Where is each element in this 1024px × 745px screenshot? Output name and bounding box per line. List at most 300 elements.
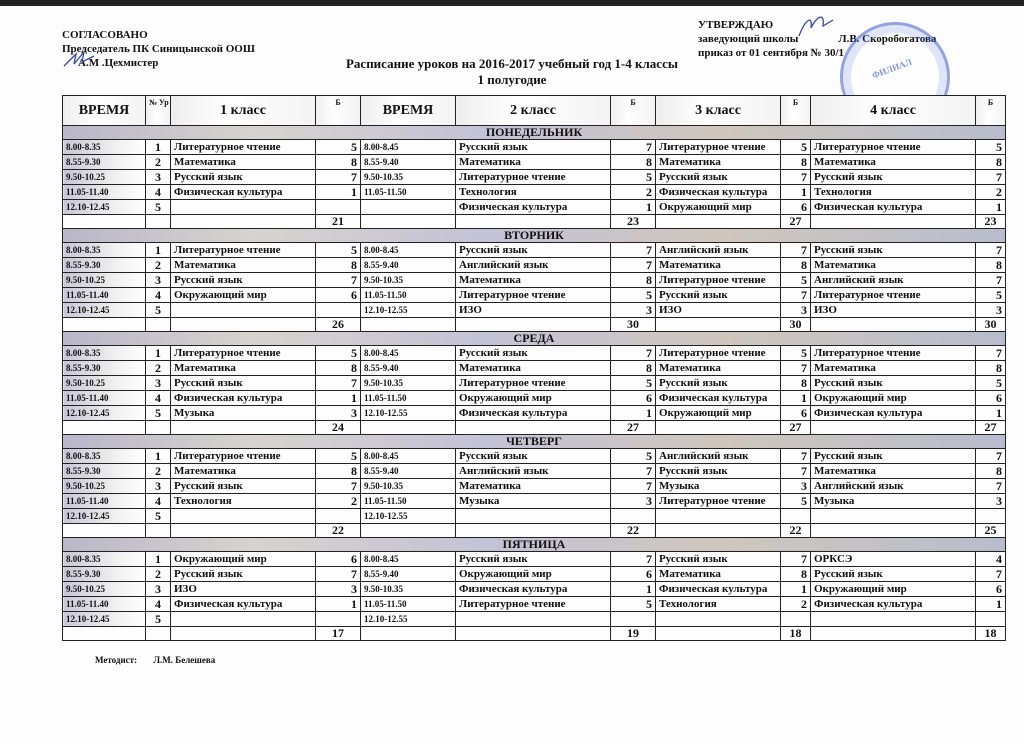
class-4-subject: Математика bbox=[811, 155, 976, 170]
empty-cell bbox=[146, 421, 171, 435]
class-3-points: 7 bbox=[781, 552, 811, 567]
lesson-row bbox=[63, 361, 1006, 376]
class-3-subject: Русский язык bbox=[656, 464, 781, 479]
empty-cell bbox=[63, 215, 146, 229]
col-class-1: 1 класс bbox=[171, 96, 316, 126]
agreed-position: Председатель ПК Синицынской ООШ bbox=[62, 43, 255, 55]
empty-cell bbox=[171, 318, 316, 332]
time-2: 9.50-10.35 bbox=[361, 376, 456, 391]
class-3-points: 3 bbox=[781, 479, 811, 494]
class-3-subject: Физическая культура bbox=[656, 582, 781, 597]
lesson-row bbox=[63, 376, 1006, 391]
col-points-2: Б bbox=[611, 96, 656, 126]
class-3-subject bbox=[656, 612, 781, 627]
class-3-subject: Физическая культура bbox=[656, 185, 781, 200]
class-3-points: 3 bbox=[781, 303, 811, 318]
class-3-points: 8 bbox=[781, 567, 811, 582]
lesson-row bbox=[63, 273, 1006, 288]
class-1-subject: Русский язык bbox=[171, 170, 316, 185]
class-4-points: 3 bbox=[976, 494, 1006, 509]
empty-cell bbox=[63, 627, 146, 641]
class-4-points: 1 bbox=[976, 200, 1006, 215]
class-1-subject: Окружающий мир bbox=[171, 552, 316, 567]
lesson-number: 3 bbox=[146, 479, 171, 494]
class-1-subject: Литературное чтение bbox=[171, 140, 316, 155]
time-2: 11.05-11.50 bbox=[361, 288, 456, 303]
time-1: 9.50-10.25 bbox=[63, 170, 146, 185]
lesson-row bbox=[63, 288, 1006, 303]
class-1-subject: Русский язык bbox=[171, 479, 316, 494]
class-1-points: 7 bbox=[316, 170, 361, 185]
class-2-subject: Английский язык bbox=[456, 464, 611, 479]
day-name: ПЯТНИЦА bbox=[63, 538, 1006, 552]
points-total: 22 bbox=[781, 524, 811, 538]
lesson-number: 2 bbox=[146, 258, 171, 273]
class-3-subject: Математика bbox=[656, 258, 781, 273]
day-name: ПОНЕДЕЛЬНИК bbox=[63, 126, 1006, 140]
class-3-subject: Литературное чтение bbox=[656, 494, 781, 509]
class-2-subject: Окружающий мир bbox=[456, 391, 611, 406]
points-total: 17 bbox=[316, 627, 361, 641]
class-1-points: 7 bbox=[316, 273, 361, 288]
class-2-points: 5 bbox=[611, 376, 656, 391]
time-1: 11.05-11.40 bbox=[63, 494, 146, 509]
class-2-points: 5 bbox=[611, 449, 656, 464]
lesson-number: 5 bbox=[146, 406, 171, 421]
time-1: 12.10-12.45 bbox=[63, 509, 146, 524]
time-2: 11.05-11.50 bbox=[361, 494, 456, 509]
time-2: 11.05-11.50 bbox=[361, 185, 456, 200]
class-1-points: 6 bbox=[316, 288, 361, 303]
time-1: 8.55-9.30 bbox=[63, 155, 146, 170]
time-1: 8.55-9.30 bbox=[63, 258, 146, 273]
lesson-row bbox=[63, 258, 1006, 273]
class-2-points: 7 bbox=[611, 140, 656, 155]
class-2-subject: Русский язык bbox=[456, 346, 611, 361]
class-4-subject: Математика bbox=[811, 361, 976, 376]
class-1-points: 5 bbox=[316, 140, 361, 155]
points-total: 27 bbox=[976, 421, 1006, 435]
class-3-points: 7 bbox=[781, 361, 811, 376]
order-line: приказ от 01 сентября № 30/1 bbox=[698, 47, 845, 59]
class-3-subject: Окружающий мир bbox=[656, 200, 781, 215]
class-2-points: 1 bbox=[611, 582, 656, 597]
col-class-4: 4 класс bbox=[811, 96, 976, 126]
class-4-subject: Физическая культура bbox=[811, 200, 976, 215]
class-2-subject: Русский язык bbox=[456, 552, 611, 567]
empty-cell bbox=[361, 421, 456, 435]
class-1-points: 2 bbox=[316, 494, 361, 509]
class-2-points: 3 bbox=[611, 303, 656, 318]
class-1-points: 1 bbox=[316, 597, 361, 612]
class-3-points: 5 bbox=[781, 140, 811, 155]
class-2-subject bbox=[456, 509, 611, 524]
class-1-subject: Литературное чтение bbox=[171, 243, 316, 258]
points-total: 18 bbox=[976, 627, 1006, 641]
lesson-row bbox=[63, 449, 1006, 464]
stamp-text: ФИЛИАЛ bbox=[870, 56, 914, 81]
empty-cell bbox=[811, 318, 976, 332]
class-3-points: 1 bbox=[781, 185, 811, 200]
class-4-subject: Русский язык bbox=[811, 567, 976, 582]
time-1: 12.10-12.45 bbox=[63, 406, 146, 421]
empty-cell bbox=[811, 421, 976, 435]
class-4-points bbox=[976, 612, 1006, 627]
class-1-subject bbox=[171, 303, 316, 318]
points-total: 30 bbox=[611, 318, 656, 332]
lesson-row bbox=[63, 346, 1006, 361]
empty-cell bbox=[656, 627, 781, 641]
time-2: 8.00-8.45 bbox=[361, 449, 456, 464]
empty-cell bbox=[361, 318, 456, 332]
class-4-points: 6 bbox=[976, 391, 1006, 406]
class-1-points: 7 bbox=[316, 479, 361, 494]
time-1: 9.50-10.25 bbox=[63, 479, 146, 494]
class-4-points: 8 bbox=[976, 361, 1006, 376]
class-3-subject: Русский язык bbox=[656, 376, 781, 391]
class-4-subject: Технология bbox=[811, 185, 976, 200]
class-3-subject: Музыка bbox=[656, 479, 781, 494]
class-3-points: 5 bbox=[781, 346, 811, 361]
time-2: 8.00-8.45 bbox=[361, 552, 456, 567]
time-2: 11.05-11.50 bbox=[361, 597, 456, 612]
class-1-subject: Математика bbox=[171, 155, 316, 170]
points-total: 22 bbox=[316, 524, 361, 538]
empty-cell bbox=[811, 215, 976, 229]
class-1-subject: Физическая культура bbox=[171, 597, 316, 612]
empty-cell bbox=[456, 627, 611, 641]
class-1-points: 8 bbox=[316, 258, 361, 273]
class-2-subject: Русский язык bbox=[456, 449, 611, 464]
signature-right bbox=[795, 10, 837, 40]
class-2-points: 6 bbox=[611, 391, 656, 406]
class-1-points bbox=[316, 509, 361, 524]
class-4-subject: Математика bbox=[811, 258, 976, 273]
class-1-subject: Русский язык bbox=[171, 273, 316, 288]
class-2-points: 8 bbox=[611, 155, 656, 170]
col-class-3: 3 класс bbox=[656, 96, 781, 126]
lesson-number: 1 bbox=[146, 346, 171, 361]
class-4-points: 7 bbox=[976, 273, 1006, 288]
lesson-row bbox=[63, 582, 1006, 597]
points-total: 30 bbox=[781, 318, 811, 332]
time-2: 8.00-8.45 bbox=[361, 140, 456, 155]
lesson-row bbox=[63, 494, 1006, 509]
day-name: СРЕДА bbox=[63, 332, 1006, 346]
class-1-points bbox=[316, 612, 361, 627]
lesson-row bbox=[63, 170, 1006, 185]
class-4-subject: ОРКСЭ bbox=[811, 552, 976, 567]
class-2-subject: ИЗО bbox=[456, 303, 611, 318]
time-2: 8.55-9.40 bbox=[361, 361, 456, 376]
class-4-points: 3 bbox=[976, 303, 1006, 318]
points-total: 27 bbox=[781, 421, 811, 435]
class-3-points: 7 bbox=[781, 288, 811, 303]
class-2-points: 6 bbox=[611, 567, 656, 582]
day-header-row bbox=[63, 332, 1006, 346]
class-1-subject: Физическая культура bbox=[171, 185, 316, 200]
class-4-points: 2 bbox=[976, 185, 1006, 200]
class-1-points: 1 bbox=[316, 185, 361, 200]
class-4-points: 7 bbox=[976, 479, 1006, 494]
class-4-subject: Физическая культура bbox=[811, 406, 976, 421]
lesson-number: 2 bbox=[146, 155, 171, 170]
lesson-number: 4 bbox=[146, 288, 171, 303]
class-2-subject: Литературное чтение bbox=[456, 597, 611, 612]
empty-cell bbox=[656, 421, 781, 435]
class-1-subject: Технология bbox=[171, 494, 316, 509]
lesson-number: 3 bbox=[146, 582, 171, 597]
class-3-subject: Окружающий мир bbox=[656, 406, 781, 421]
lesson-number: 4 bbox=[146, 391, 171, 406]
class-3-points: 7 bbox=[781, 170, 811, 185]
class-3-subject: Английский язык bbox=[656, 449, 781, 464]
class-1-points: 8 bbox=[316, 361, 361, 376]
empty-cell bbox=[63, 318, 146, 332]
class-4-points: 7 bbox=[976, 567, 1006, 582]
class-2-points: 7 bbox=[611, 479, 656, 494]
class-4-points: 8 bbox=[976, 464, 1006, 479]
class-1-subject: Математика bbox=[171, 361, 316, 376]
lesson-row bbox=[63, 479, 1006, 494]
class-2-subject: Английский язык bbox=[456, 258, 611, 273]
class-2-points bbox=[611, 612, 656, 627]
totals-row bbox=[63, 318, 1006, 332]
empty-cell bbox=[171, 215, 316, 229]
class-3-subject: Русский язык bbox=[656, 552, 781, 567]
time-1: 12.10-12.45 bbox=[63, 303, 146, 318]
class-3-subject: Литературное чтение bbox=[656, 273, 781, 288]
class-3-subject: Технология bbox=[656, 597, 781, 612]
lesson-row bbox=[63, 612, 1006, 627]
class-4-subject bbox=[811, 612, 976, 627]
class-1-points: 6 bbox=[316, 552, 361, 567]
day-header-row bbox=[63, 126, 1006, 140]
class-3-subject: Математика bbox=[656, 155, 781, 170]
class-2-points: 2 bbox=[611, 185, 656, 200]
time-2: 9.50-10.35 bbox=[361, 479, 456, 494]
class-4-subject: Литературное чтение bbox=[811, 140, 976, 155]
time-2: 12.10-12.55 bbox=[361, 612, 456, 627]
points-total: 26 bbox=[316, 318, 361, 332]
day-header-row bbox=[63, 538, 1006, 552]
time-1: 11.05-11.40 bbox=[63, 288, 146, 303]
class-1-subject bbox=[171, 509, 316, 524]
time-1: 12.10-12.45 bbox=[63, 612, 146, 627]
points-total: 23 bbox=[611, 215, 656, 229]
lesson-row bbox=[63, 303, 1006, 318]
class-4-points: 7 bbox=[976, 346, 1006, 361]
time-1: 8.55-9.30 bbox=[63, 464, 146, 479]
class-4-subject: Математика bbox=[811, 464, 976, 479]
class-2-subject: Физическая культура bbox=[456, 200, 611, 215]
class-2-subject: Литературное чтение bbox=[456, 376, 611, 391]
class-3-points: 7 bbox=[781, 243, 811, 258]
time-1: 11.05-11.40 bbox=[63, 597, 146, 612]
class-1-subject bbox=[171, 612, 316, 627]
page-title: Расписание уроков на 2016-2017 учебный год 1-4 классы bbox=[345, 56, 678, 71]
col-class-2: 2 класс bbox=[456, 96, 611, 126]
class-2-subject bbox=[456, 612, 611, 627]
class-2-points: 5 bbox=[611, 170, 656, 185]
class-4-points: 8 bbox=[976, 258, 1006, 273]
col-lesson-number: № Ур bbox=[146, 96, 171, 126]
page-subtitle: 1 полугодие bbox=[477, 72, 547, 87]
class-2-points: 7 bbox=[611, 552, 656, 567]
class-4-subject: Физическая культура bbox=[811, 597, 976, 612]
class-1-subject: Музыка bbox=[171, 406, 316, 421]
class-1-points: 1 bbox=[316, 391, 361, 406]
class-3-points bbox=[781, 509, 811, 524]
class-1-points: 5 bbox=[316, 243, 361, 258]
day-name: ЧЕТВЕРГ bbox=[63, 435, 1006, 449]
class-1-subject bbox=[171, 200, 316, 215]
points-total: 27 bbox=[781, 215, 811, 229]
class-3-subject: Математика bbox=[656, 361, 781, 376]
class-4-subject: Окружающий мир bbox=[811, 391, 976, 406]
empty-cell bbox=[63, 421, 146, 435]
class-1-points bbox=[316, 200, 361, 215]
class-2-subject: Математика bbox=[456, 361, 611, 376]
class-1-subject: Окружающий мир bbox=[171, 288, 316, 303]
class-1-subject: Математика bbox=[171, 464, 316, 479]
points-total: 25 bbox=[976, 524, 1006, 538]
class-3-subject: ИЗО bbox=[656, 303, 781, 318]
empty-cell bbox=[171, 627, 316, 641]
empty-cell bbox=[361, 524, 456, 538]
class-1-points: 3 bbox=[316, 582, 361, 597]
class-2-subject: Русский язык bbox=[456, 140, 611, 155]
empty-cell bbox=[146, 318, 171, 332]
class-1-subject: ИЗО bbox=[171, 582, 316, 597]
points-total: 24 bbox=[316, 421, 361, 435]
class-2-subject: Физическая культура bbox=[456, 582, 611, 597]
class-1-subject: Русский язык bbox=[171, 567, 316, 582]
class-3-subject: Английский язык bbox=[656, 243, 781, 258]
class-1-points: 8 bbox=[316, 155, 361, 170]
time-1: 8.55-9.30 bbox=[63, 361, 146, 376]
class-2-subject: Математика bbox=[456, 155, 611, 170]
lesson-number: 1 bbox=[146, 243, 171, 258]
empty-cell bbox=[171, 421, 316, 435]
time-2: 11.05-11.50 bbox=[361, 391, 456, 406]
time-2: 9.50-10.35 bbox=[361, 170, 456, 185]
time-1: 8.00-8.35 bbox=[63, 552, 146, 567]
points-total: 30 bbox=[976, 318, 1006, 332]
footer bbox=[95, 655, 215, 665]
lesson-number: 1 bbox=[146, 552, 171, 567]
day-header-row bbox=[63, 229, 1006, 243]
class-1-points: 7 bbox=[316, 567, 361, 582]
class-1-points: 5 bbox=[316, 346, 361, 361]
empty-cell bbox=[656, 215, 781, 229]
points-total: 22 bbox=[611, 524, 656, 538]
class-3-points: 7 bbox=[781, 449, 811, 464]
header-row bbox=[63, 96, 1006, 126]
class-2-points bbox=[611, 509, 656, 524]
class-4-subject: Русский язык bbox=[811, 243, 976, 258]
class-2-points: 1 bbox=[611, 200, 656, 215]
class-4-points: 1 bbox=[976, 406, 1006, 421]
class-3-points: 7 bbox=[781, 464, 811, 479]
class-2-points: 8 bbox=[611, 273, 656, 288]
class-2-subject: Музыка bbox=[456, 494, 611, 509]
class-2-points: 8 bbox=[611, 361, 656, 376]
col-time-2: ВРЕМЯ bbox=[361, 96, 456, 126]
empty-cell bbox=[361, 627, 456, 641]
empty-cell bbox=[656, 524, 781, 538]
time-2: 12.10-12.55 bbox=[361, 303, 456, 318]
time-2: 8.55-9.40 bbox=[361, 258, 456, 273]
class-2-points: 5 bbox=[611, 597, 656, 612]
col-points-4: Б bbox=[976, 96, 1006, 126]
class-2-subject: Литературное чтение bbox=[456, 170, 611, 185]
class-4-points: 4 bbox=[976, 552, 1006, 567]
totals-row bbox=[63, 215, 1006, 229]
class-4-subject: Литературное чтение bbox=[811, 288, 976, 303]
time-1: 8.00-8.35 bbox=[63, 243, 146, 258]
class-4-points: 8 bbox=[976, 155, 1006, 170]
class-3-points: 6 bbox=[781, 200, 811, 215]
lesson-number: 1 bbox=[146, 449, 171, 464]
time-1: 8.55-9.30 bbox=[63, 567, 146, 582]
col-points-1: Б bbox=[316, 96, 361, 126]
lesson-number: 4 bbox=[146, 494, 171, 509]
class-4-points: 5 bbox=[976, 140, 1006, 155]
empty-cell bbox=[146, 627, 171, 641]
day-name: ВТОРНИК bbox=[63, 229, 1006, 243]
class-3-points: 1 bbox=[781, 582, 811, 597]
lesson-number: 5 bbox=[146, 509, 171, 524]
scan-edge bbox=[0, 0, 1024, 6]
lesson-row bbox=[63, 464, 1006, 479]
empty-cell bbox=[146, 524, 171, 538]
time-1: 11.05-11.40 bbox=[63, 185, 146, 200]
class-4-subject: Русский язык bbox=[811, 170, 976, 185]
totals-row bbox=[63, 524, 1006, 538]
empty-cell bbox=[456, 215, 611, 229]
class-3-points: 5 bbox=[781, 494, 811, 509]
class-3-points: 6 bbox=[781, 406, 811, 421]
class-1-subject: Русский язык bbox=[171, 376, 316, 391]
schedule-table bbox=[62, 95, 1006, 641]
time-2: 9.50-10.35 bbox=[361, 273, 456, 288]
class-4-points bbox=[976, 509, 1006, 524]
points-total: 19 bbox=[611, 627, 656, 641]
class-2-points: 5 bbox=[611, 288, 656, 303]
approved-heading: УТВЕРЖДАЮ bbox=[698, 19, 774, 31]
lesson-number: 2 bbox=[146, 567, 171, 582]
totals-row bbox=[63, 627, 1006, 641]
approved-name: Л.В. Скоробогатова bbox=[838, 33, 937, 45]
class-4-points: 5 bbox=[976, 376, 1006, 391]
lesson-row bbox=[63, 509, 1006, 524]
methodist-label: Методист: bbox=[95, 655, 138, 665]
class-3-points: 2 bbox=[781, 597, 811, 612]
empty-cell bbox=[456, 421, 611, 435]
class-2-subject: Литературное чтение bbox=[456, 288, 611, 303]
class-1-points: 8 bbox=[316, 464, 361, 479]
time-1: 11.05-11.40 bbox=[63, 391, 146, 406]
class-4-subject: Английский язык bbox=[811, 479, 976, 494]
class-3-subject: Русский язык bbox=[656, 288, 781, 303]
class-4-points: 1 bbox=[976, 597, 1006, 612]
class-3-points: 8 bbox=[781, 258, 811, 273]
class-3-subject: Русский язык bbox=[656, 170, 781, 185]
class-4-subject: ИЗО bbox=[811, 303, 976, 318]
class-3-subject: Литературное чтение bbox=[656, 140, 781, 155]
time-1: 9.50-10.25 bbox=[63, 582, 146, 597]
